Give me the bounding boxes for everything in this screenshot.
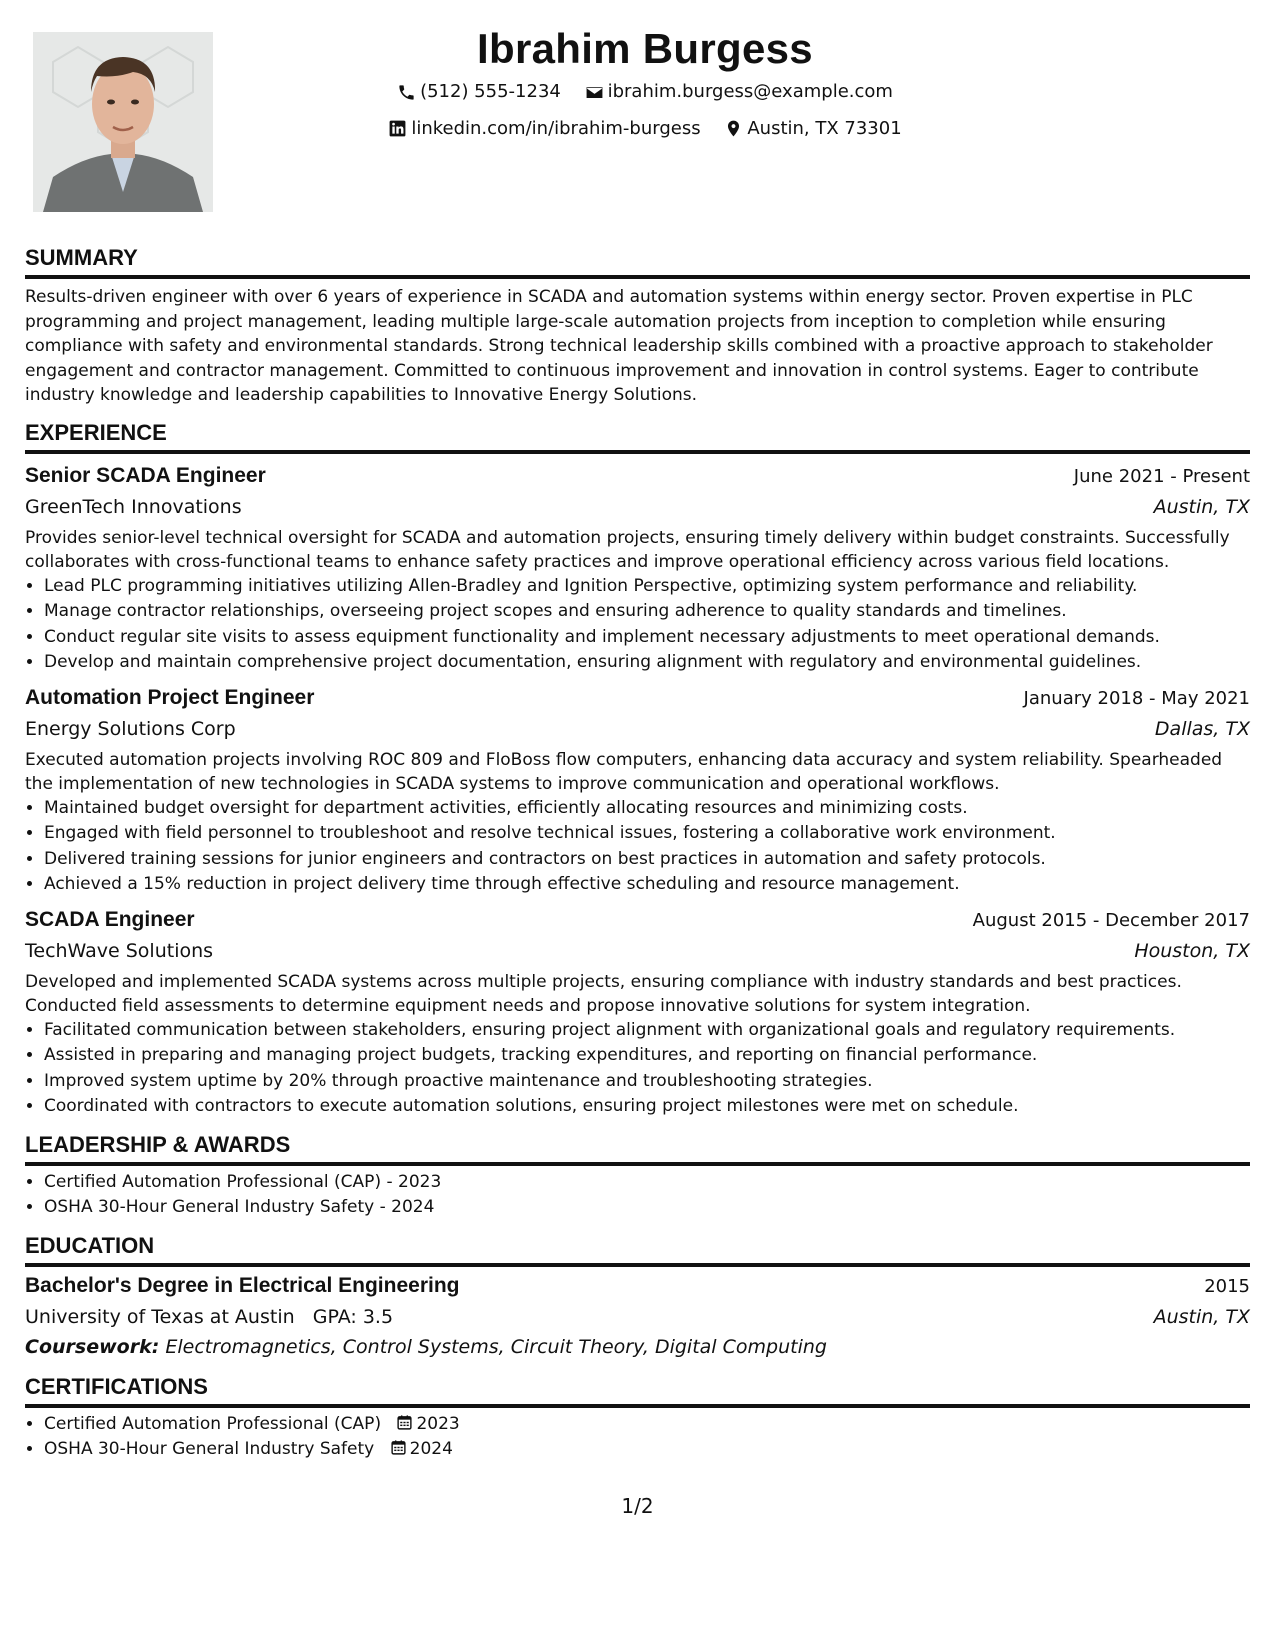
resume-content — [25, 244, 1250, 1474]
leadership-list — [25, 1170, 1250, 1221]
job-bullet: • Achieved a 15% reduction in project delivery time through effective scheduling and resource management. — [44, 872, 1250, 898]
job-location: Austin, TX — [1153, 495, 1250, 518]
job-company: GreenTech Innovations — [25, 495, 242, 518]
linkedin-contact[interactable] — [388, 113, 700, 145]
summary-heading: SUMMARY — [25, 244, 1250, 279]
profile-photo — [33, 32, 213, 212]
school-location: Austin, TX — [1153, 1305, 1250, 1328]
job-bullet: • Lead PLC programming initiatives utilizing Allen-Bradley and Ignition Perspective, optimizing system performance and reliability. — [44, 574, 1250, 600]
job-bullet: • Develop and maintain comprehensive project documentation, ensuring alignment with regulatory and environmental guidelines. — [44, 650, 1250, 676]
envelope-icon — [585, 83, 604, 102]
education-section — [25, 1232, 1250, 1362]
school-name: University of Texas at Austin — [25, 1305, 295, 1328]
job-bullet: • Conduct regular site visits to assess equipment functionality and implement necessary adjustments to meet operational demands. — [44, 625, 1250, 651]
job-description: Executed automation projects involving ROC 809 and FloBoss flow computers, enhancing data accuracy and system reliability. Spearheaded the implementation of new technologies in SCADA systems to improve communication and operational workflows. — [25, 749, 1223, 794]
job-location: Houston, TX — [1134, 939, 1250, 962]
job-bullet: • Engaged with field personnel to troubleshoot and resolve technical issues, fostering a collaborative work environment. — [44, 821, 1250, 847]
linkedin-text[interactable]: linkedin.com/in/ibrahim-burgess — [411, 117, 701, 139]
location-contact — [724, 113, 901, 145]
job-description: Developed and implemented SCADA systems across multiple projects, ensuring compliance with industry standards and best practices. Conducted field assessments to determine equipment needs and propose innovative solutions for system integration. — [25, 971, 1182, 1016]
summary-text: Results-driven engineer with over 6 years of experience in SCADA and automation systems within energy sector. Proven expertise in PLC programming and project management, leading multiple large-scale automation projects from inception to completion while ensuring compliance with safety and environmental standards. Strong technical leadership skills combined with a proactive approach to stakeholder engagement and contractor management. Committed to continuous improvement and innovation in control systems. Eager to contribute industry knowledge and leadership capabilities to Innovative Energy Solutions. — [25, 287, 1213, 405]
experience-section — [25, 419, 1250, 1120]
location-text: Austin, TX 73301 — [747, 117, 902, 139]
calendar-icon — [390, 1439, 407, 1456]
job-company: Energy Solutions Corp — [25, 717, 236, 740]
job-location: Dallas, TX — [1154, 717, 1250, 740]
experience-heading: EXPERIENCE — [25, 419, 1250, 454]
candidate-name: Ibrahim Burgess — [477, 25, 813, 72]
job-bullet: • Improved system uptime by 20% through proactive maintenance and troubleshooting strategies. — [44, 1069, 1250, 1095]
school-line — [25, 1302, 393, 1332]
certification-name: OSHA 30-Hour General Industry Safety — [44, 1439, 375, 1459]
job-bullet: • Coordinated with contractors to execute automation solutions, ensuring project milestones were met on schedule. — [44, 1094, 1250, 1120]
job-bullets — [25, 1018, 1250, 1120]
profile-photo-image — [33, 32, 213, 212]
certification-year: 2023 — [416, 1413, 460, 1434]
coursework-label: Coursework: — [25, 1335, 160, 1358]
email-contact[interactable] — [585, 76, 893, 108]
map-pin-icon — [724, 119, 743, 138]
job-bullets — [25, 796, 1250, 898]
leadership-heading: LEADERSHIP & AWARDS — [25, 1131, 1250, 1166]
contact-row-2 — [245, 113, 1045, 150]
job-dates: June 2021 - Present — [1073, 465, 1250, 487]
certifications-heading: CERTIFICATIONS — [25, 1373, 1250, 1408]
certification-item — [44, 1437, 1250, 1463]
resume-header — [245, 22, 1045, 149]
job-bullet: • Manage contractor relationships, overseeing project scopes and ensuring adherence to quality standards and timelines. — [44, 599, 1250, 625]
job-entry — [25, 461, 1250, 676]
job-entry — [25, 683, 1250, 898]
job-description: Provides senior-level technical oversight for SCADA and automation projects, ensuring timely delivery within budget constraints. Successfully collaborates with cross-functional teams to enhance safety practices and improve operational efficiency across various field locations. — [25, 527, 1230, 572]
job-dates: January 2018 - May 2021 — [1023, 687, 1250, 709]
certifications-section — [25, 1373, 1250, 1463]
job-dates: August 2015 - December 2017 — [972, 909, 1250, 931]
coursework-text: Electromagnetics, Control Systems, Circuit Theory, Digital Computing — [165, 1335, 827, 1358]
summary-section — [25, 244, 1250, 408]
job-bullet: • Facilitated communication between stakeholders, ensuring project alignment with organizational goals and regulatory requirements. — [44, 1018, 1250, 1044]
job-bullet: • Assisted in preparing and managing project budgets, tracking expenditures, and reporting on financial performance. — [44, 1043, 1250, 1069]
certifications-list — [25, 1412, 1250, 1463]
certification-year: 2024 — [409, 1439, 453, 1459]
degree-title: Bachelor's Degree in Electrical Engineering — [25, 1273, 460, 1297]
leadership-section — [25, 1131, 1250, 1221]
job-entry — [25, 905, 1250, 1120]
job-title: Senior SCADA Engineer — [25, 463, 266, 487]
contact-row-1 — [245, 76, 1045, 113]
email-text[interactable]: ibrahim.burgess@example.com — [607, 81, 893, 102]
certification-item — [44, 1412, 1250, 1438]
job-title: Automation Project Engineer — [25, 685, 315, 709]
calendar-icon — [396, 1414, 413, 1431]
certification-name: Certified Automation Professional (CAP) — [44, 1413, 382, 1434]
job-bullet: • Delivered training sessions for junior engineers and contractors on best practices in automation and safety protocols. — [44, 847, 1250, 873]
coursework-line — [25, 1332, 1250, 1362]
job-bullet: • Maintained budget oversight for department activities, efficiently allocating resources and minimizing costs. — [44, 796, 1250, 822]
phone-icon — [397, 83, 416, 102]
job-company: TechWave Solutions — [25, 939, 214, 962]
linkedin-icon — [388, 119, 407, 138]
job-title: SCADA Engineer — [25, 907, 195, 931]
leadership-item: • Certified Automation Professional (CAP) - 2023 — [44, 1170, 1250, 1196]
leadership-item: • OSHA 30-Hour General Industry Safety - 2024 — [44, 1195, 1250, 1221]
education-heading: EDUCATION — [25, 1232, 1250, 1267]
phone-contact — [397, 76, 561, 108]
job-bullets — [25, 574, 1250, 676]
page-number: 1/2 — [621, 1494, 654, 1518]
phone-text: (512) 555-1234 — [420, 81, 561, 102]
graduation-year: 2015 — [1204, 1275, 1250, 1297]
gpa-text: GPA: 3.5 — [312, 1305, 394, 1328]
